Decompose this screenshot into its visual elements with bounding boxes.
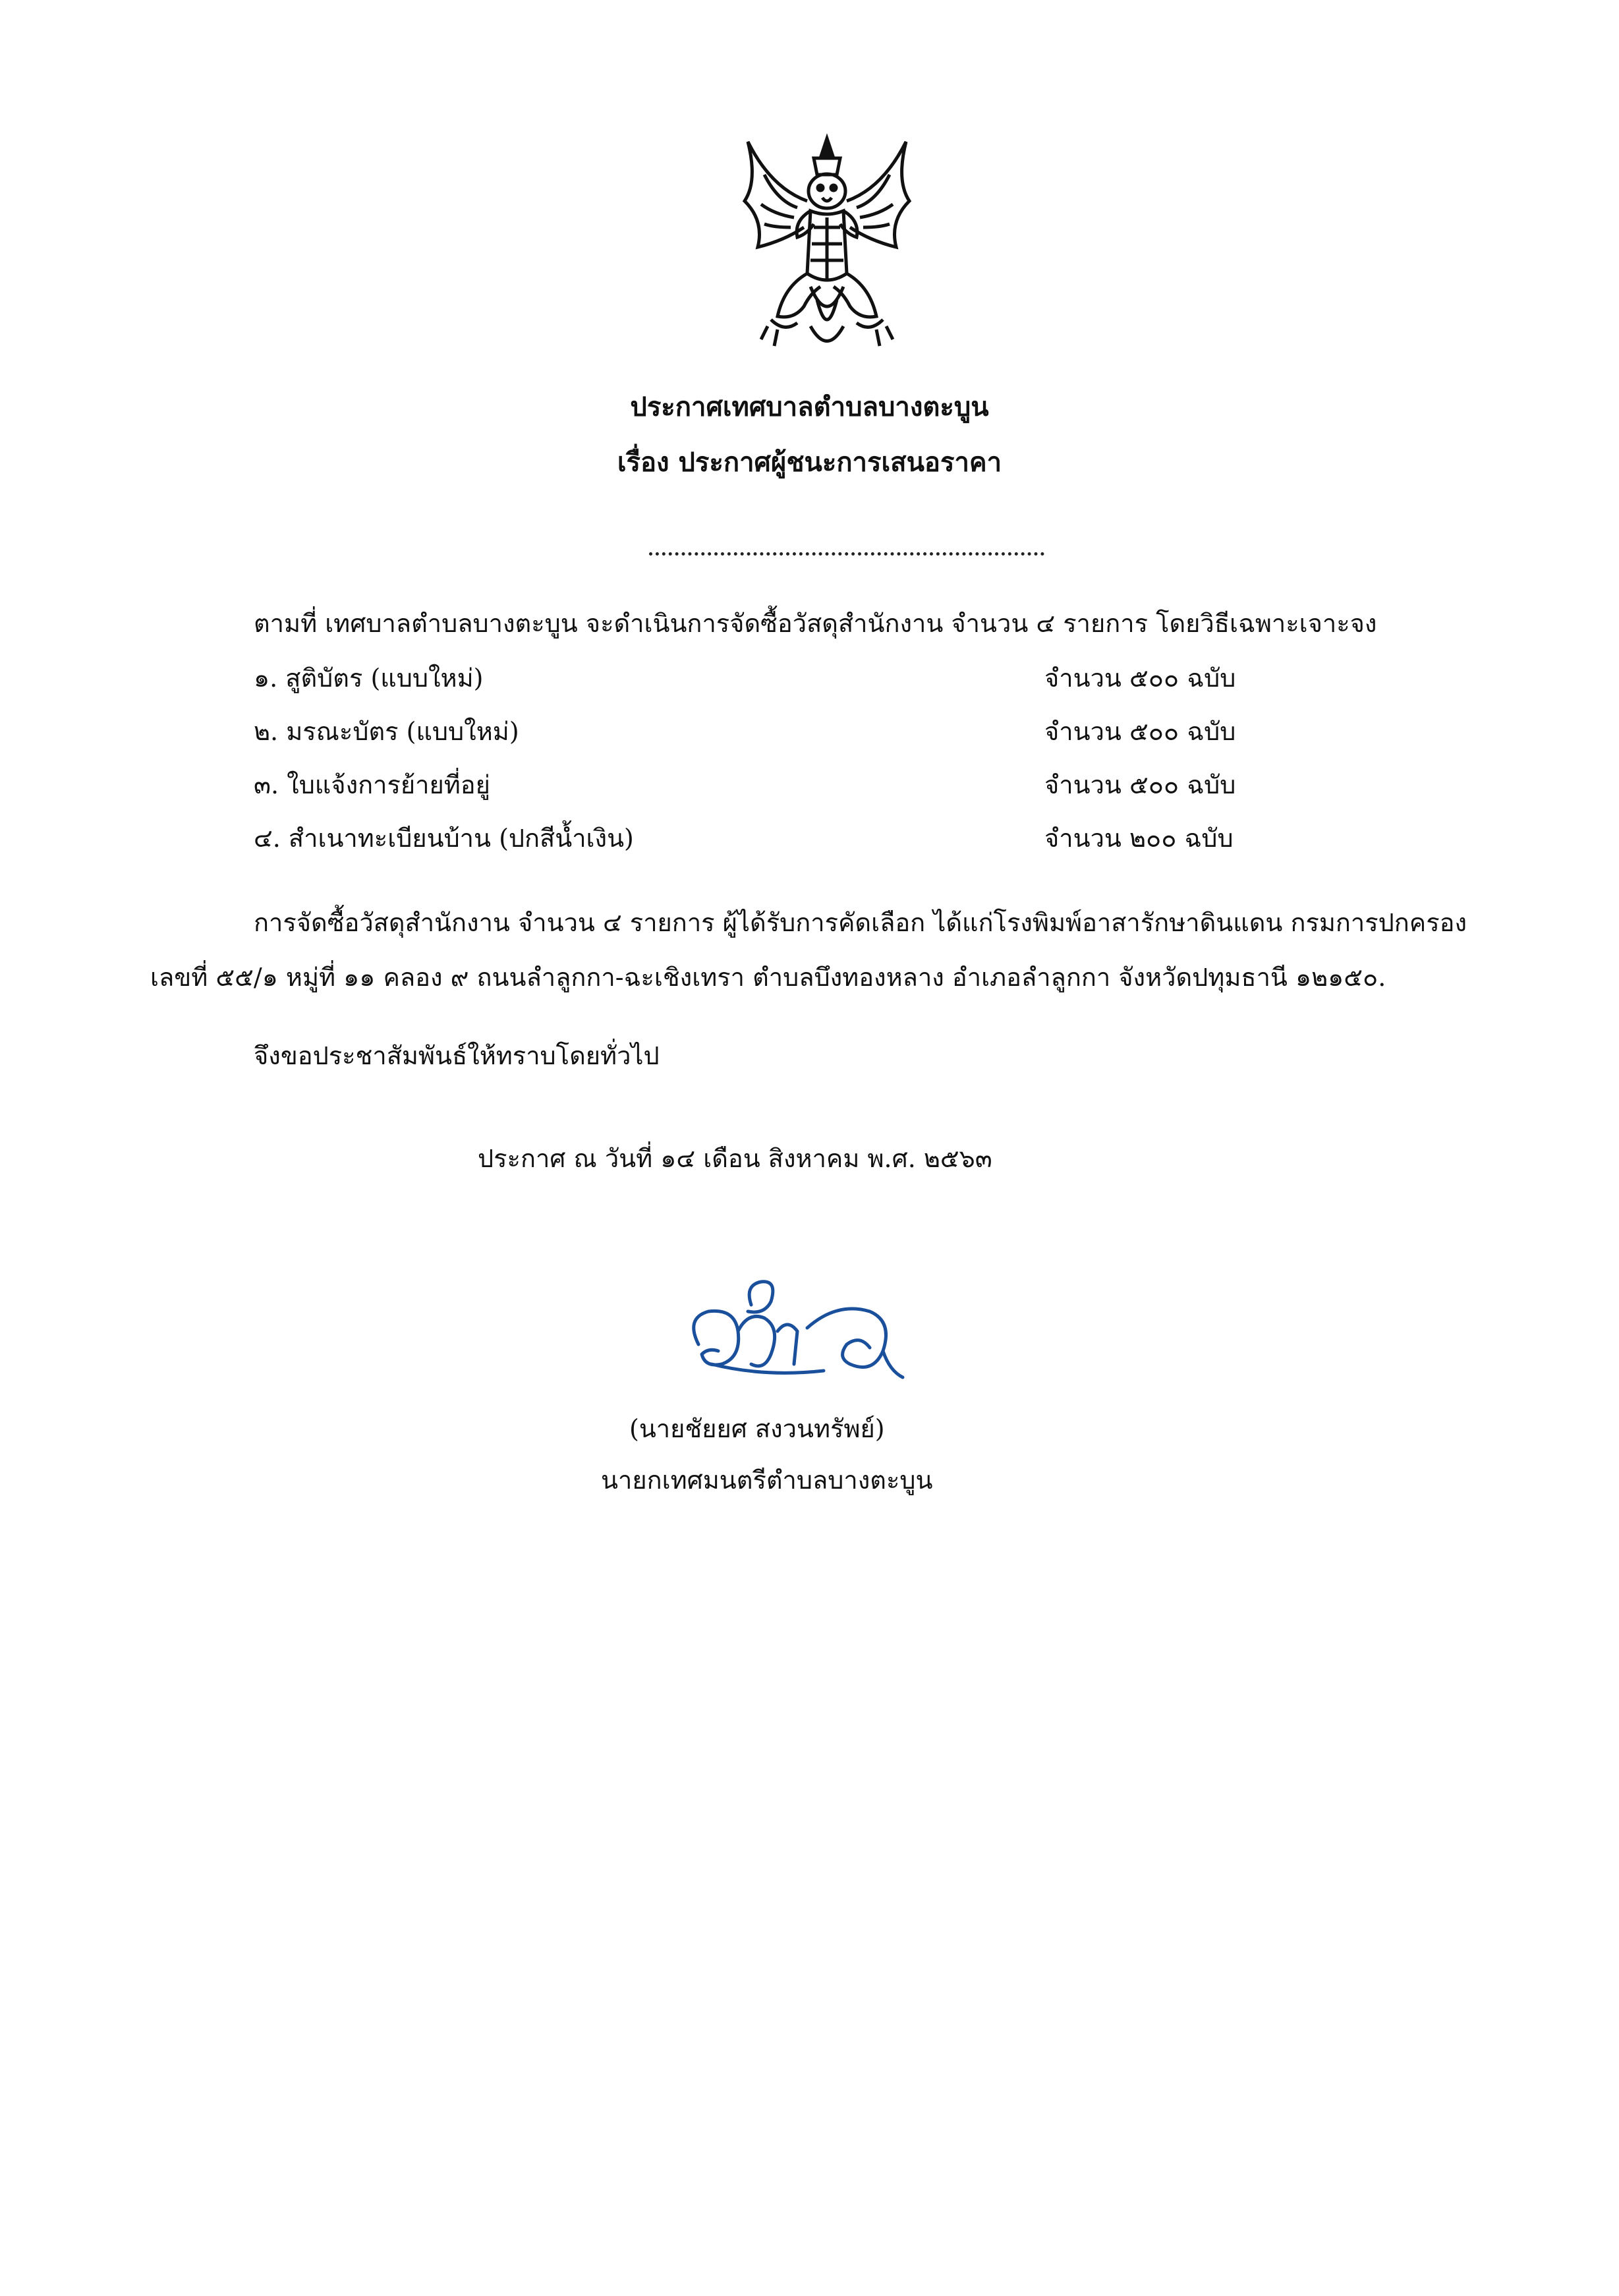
handwritten-signature-icon	[672, 1265, 936, 1397]
item-name: ๔. สำเนาทะเบียนบ้าน (ปกสีน้ำเงิน)	[254, 824, 634, 853]
closing-statement: จึงขอประชาสัมพันธ์ให้ทราบโดยทั่วไป	[254, 1041, 660, 1070]
item-quantity: จำนวน ๕๐๐ ฉบับ	[1044, 717, 1236, 746]
announcement-subject: เรื่อง ประกาศผู้ชนะการเสนอราคา	[617, 447, 1002, 478]
signatory-position: นายกเทศมนตรีตำบลบางตะบูน	[601, 1466, 933, 1495]
item-name: ๑. สูติบัตร (แบบใหม่)	[254, 664, 484, 693]
item-quantity: จำนวน ๕๐๐ ฉบับ	[1044, 770, 1236, 799]
announcement-date: ประกาศ ณ วันที่ ๑๔ เดือน สิงหาคม พ.ศ. ๒๕๖๓	[478, 1144, 992, 1173]
item-name: ๓. ใบแจ้งการย้ายที่อยู่	[254, 770, 490, 799]
item-quantity: จำนวน ๒๐๐ ฉบับ	[1044, 824, 1234, 853]
garuda-emblem-icon	[731, 129, 923, 366]
separator-dots	[649, 552, 1044, 556]
award-paragraph-line1: การจัดซื้อวัสดุสำนักงาน จำนวน ๔ รายการ ผู้ได้รับการคัดเลือก ได้แก่โรงพิมพ์อาสารักษาดินแดน กรมการปกครอง	[254, 908, 1467, 937]
award-paragraph-line2: เลขที่ ๕๕/๑ หมู่ที่ ๑๑ คลอง ๙ ถนนลำลูกกา-ฉะเชิงเทรา ตำบลบึงทองหลาง อำเภอลำลูกกา จังหวัดปทุมธานี ๑๒๑๕๐.	[150, 963, 1386, 992]
signatory-name: (นายชัยยศ สงวนทรัพย์)	[629, 1414, 885, 1443]
item-name: ๒. มรณะบัตร (แบบใหม่)	[254, 717, 519, 746]
announcement-title: ประกาศเทศบาลตำบลบางตะบูน	[630, 391, 989, 422]
intro-paragraph: ตามที่ เทศบาลตำบลบางตะบูน จะดำเนินการจัดซื้อวัสดุสำนักงาน จำนวน ๔ รายการ โดยวิธีเฉพาะเจาะจง	[254, 609, 1377, 638]
item-quantity: จำนวน ๕๐๐ ฉบับ	[1044, 664, 1236, 693]
